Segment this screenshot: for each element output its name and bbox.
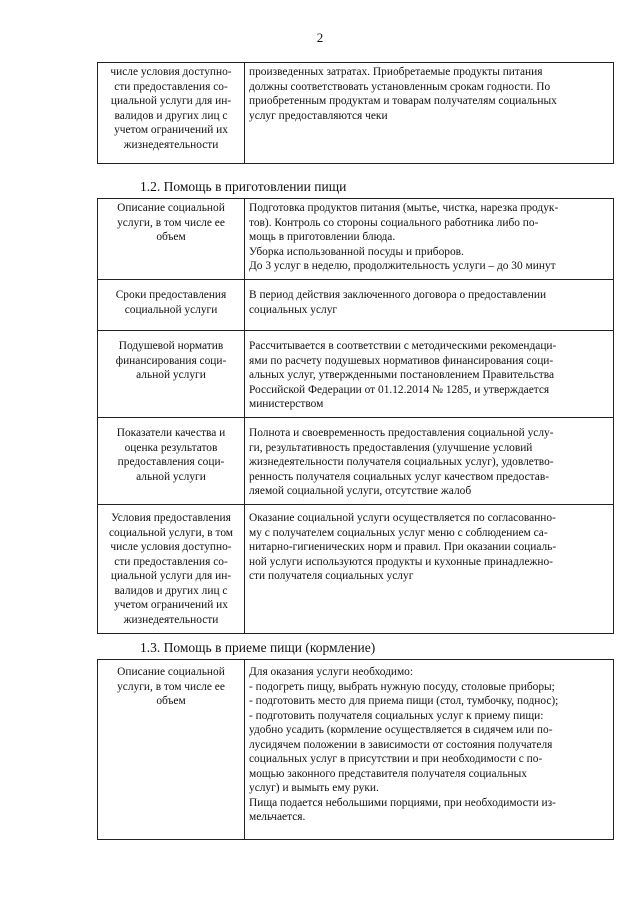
text-line: учетом ограничений их <box>114 599 228 611</box>
text-line: услуги, в том числе ее <box>117 216 225 229</box>
table-cell-content <box>245 505 614 634</box>
text-line: учетом ограничений их <box>114 124 228 136</box>
text-line: ги, результативность предоставления (улучшение условий <box>249 441 533 454</box>
text-line: ренность получателя социальных услуг качеством предостав- <box>249 470 549 483</box>
text-line: Российской Федерации от 01.12.2014 № 1285, и утверждается <box>249 383 550 396</box>
text-line: финансирования соци- <box>115 354 227 367</box>
table-cell-label <box>98 63 245 164</box>
text-line: Уборка использованной посуды и приборов. <box>249 245 464 258</box>
text-line: валидов и других лиц с <box>114 584 228 597</box>
text-line: Подушевой норматив <box>118 340 224 352</box>
text-line: Показатели качества и <box>116 427 226 439</box>
text-line: числе условия доступно- <box>110 541 232 553</box>
table-row <box>98 280 614 331</box>
table-cell-label <box>98 418 245 505</box>
text-line: социальной услуги <box>124 303 218 316</box>
text-line: приобретенным продуктам и товарам получателям социальных <box>249 95 557 107</box>
section-heading-1-3: 1.3. Помощь в приеме пищи (кормление) <box>140 640 376 655</box>
text-line: альной услуги <box>136 470 206 483</box>
text-line: услуг) и вымыть ему руки. <box>249 782 379 794</box>
table-cell-content <box>245 660 614 840</box>
text-line: ляемой социальной услуги, отсутствие жалоб <box>249 485 472 497</box>
table-row <box>98 63 614 164</box>
text-line: жизнедеятельности <box>123 138 219 151</box>
text-line: альных услуг, утвержденными постановлением Правительства <box>249 369 555 381</box>
table-row <box>98 505 614 634</box>
text-line: мельчается. <box>249 811 306 823</box>
text-line: циальной услуги для ин- <box>110 95 232 107</box>
text-line: лусидячем положении в зависимости от состояния получателя <box>249 738 553 751</box>
text-line: В период действия заключенного договора о предоставлении <box>249 289 547 301</box>
text-line: сти предоставления со- <box>114 80 228 93</box>
text-line: жизнедеятельности получателя социальных услуг), удовлетво- <box>249 456 554 468</box>
text-line: министерством <box>249 398 324 410</box>
table-cell-content <box>245 331 614 418</box>
text-line: Условия предоставления <box>111 512 231 524</box>
text-line: объем <box>156 231 186 243</box>
text-line: сти предоставления со- <box>114 555 228 568</box>
table-row <box>98 199 614 280</box>
text-line: Для оказания услуги необходимо: <box>249 666 414 678</box>
table-row <box>98 331 614 418</box>
section-1-2-table <box>97 198 614 634</box>
text-line: валидов и других лиц с <box>114 109 228 122</box>
text-line: предоставления соци- <box>117 456 225 468</box>
text-line: Пища подается небольшими порциями, при необходимости из- <box>249 796 556 809</box>
text-line: Оказание социальной услуги осуществляется по согласованно- <box>249 512 556 524</box>
table-cell-content <box>245 63 614 164</box>
text-line: тов). Контроль со стороны социального работника либо по- <box>249 216 539 229</box>
table-cell-content <box>245 280 614 331</box>
text-line: Сроки предоставления <box>115 289 227 301</box>
text-line: социальных услуг <box>249 303 338 316</box>
text-line: - подготовить получателя социальных услуг к приему пищи: <box>249 709 544 722</box>
text-line: Полнота и своевременность предоставления социальной услу- <box>249 427 554 439</box>
text-line: Рассчитывается в соответствии с методическими рекомендаци- <box>249 340 557 352</box>
section-1-3-table <box>97 659 614 840</box>
text-line: му с получателем социальных услуг меню с соблюдением са- <box>249 526 548 539</box>
text-line: жизнедеятельности <box>123 613 219 626</box>
table-cell-label <box>98 660 245 840</box>
text-line: Описание социальной <box>117 202 225 214</box>
text-line: числе условия доступно- <box>110 66 232 78</box>
table-row <box>98 660 614 840</box>
text-line: нитарно-гигиенических норм и правил. При оказании социаль- <box>249 541 557 553</box>
table-cell-content <box>245 418 614 505</box>
text-line: произведенных затратах. Приобретаемые продукты питания <box>249 66 543 78</box>
table-cell-label <box>98 331 245 418</box>
table-row <box>98 418 614 505</box>
text-line: - подготовить место для приема пищи (стол, тумбочку, поднос); <box>249 695 559 707</box>
table-cell-label <box>98 505 245 634</box>
text-line: социальной услуги, в том <box>108 526 234 539</box>
page-number: 2 <box>316 30 324 45</box>
table-cell-label <box>98 199 245 280</box>
top-table <box>97 62 614 164</box>
text-line: альной услуги <box>136 369 206 381</box>
text-line: мощью законного представителя получателя социальных <box>249 767 527 780</box>
table-cell-label <box>98 280 245 331</box>
text-line: удобно усадить (кормление осуществляется в сидячем или по- <box>249 724 553 736</box>
section-heading-1-2: 1.2. Помощь в приготовлении пищи <box>140 179 347 194</box>
text-line: услуги, в том числе ее <box>117 680 225 693</box>
text-line: объем <box>156 695 186 707</box>
text-line: оценка результатов <box>124 441 218 454</box>
text-line: социальных услуг в присутствии и при необходимости с по- <box>249 753 543 765</box>
text-line: должны соответствовать установленным срокам годности. По <box>249 80 551 93</box>
text-line: мощь в приготовлении блюда. <box>249 231 396 243</box>
text-line: ной услуги используются продукты и кухонные принадлежно- <box>249 555 553 568</box>
text-line: До 3 услуг в неделю, продолжительность услуги – до 30 минут <box>249 260 556 272</box>
text-line: услуг предоставляются чеки <box>249 109 388 122</box>
table-cell-content <box>245 199 614 280</box>
text-line: ями по расчету подушевых нормативов финансирования соци- <box>249 354 554 367</box>
text-line: циальной услуги для ин- <box>110 570 232 582</box>
text-line: Описание социальной <box>117 666 225 678</box>
text-line: - подогреть пищу, выбрать нужную посуду, столовые приборы; <box>249 680 555 693</box>
text-line: Подготовка продуктов питания (мытье, чистка, нарезка продук- <box>249 202 559 214</box>
text-line: сти получателя социальных услуг <box>249 570 414 582</box>
